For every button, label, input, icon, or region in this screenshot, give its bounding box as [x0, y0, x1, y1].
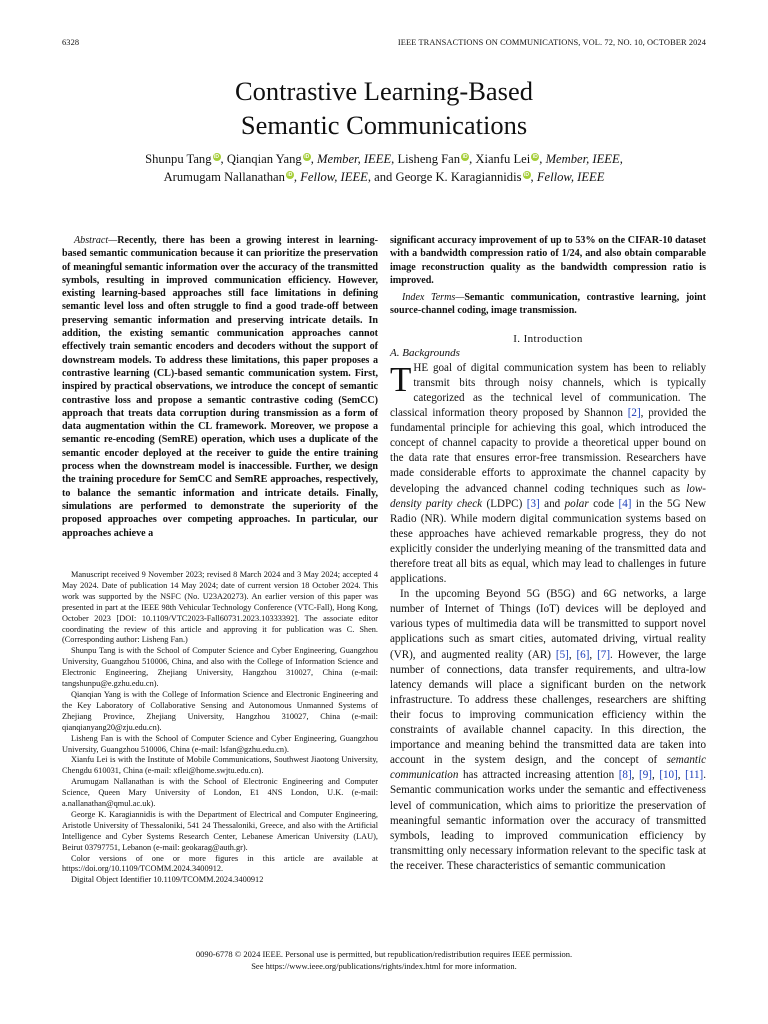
citation-link[interactable]: [10] — [659, 769, 678, 782]
right-column — [390, 234, 706, 874]
orcid-icon[interactable]: iD — [214, 154, 220, 160]
author-role: Fellow, IEEE — [536, 170, 605, 184]
index-terms-label: Index Terms— — [402, 292, 465, 304]
paragraph — [390, 587, 706, 874]
author-line-2: Arumugam Nallanathan iD , Fellow, IEEE, and George K. Karagiannidis iD , Fellow, IEEE — [163, 170, 605, 184]
subsection-heading: A. Backgrounds — [390, 346, 460, 359]
author-name: Shunpu Tang — [145, 152, 212, 166]
footnote-affiliation: George K. Karagiannidis is with the Department of Electrical and Computer Engineering, Aristotle University of Thessaloniki, 541 24 Thessaloniki, Greece, and also with the Artificial Intelligence and Cyber Systems Research Center, Lebanese American University (LAU), Beirut 03797751, Lebanon (e-mail: geokarag@auth.gr). — [62, 809, 378, 852]
author-name: George K. Karagiannidis — [395, 170, 522, 184]
footnote-color-versions: Color versions of one or more figures in this article are available at https://doi.org/10.1109/TCOMM.2024.3400912. — [62, 853, 378, 874]
text-run: , provided the fundamental principle for achieving this goal, which introduced the concept of channel capacity to provide a theoretical upper bound on the data rate that ensures error-free transmission. Researchers have made considerable efforts to approximate the channel capacity by developing the advanced channel coding techniques such as — [390, 407, 707, 495]
copyright-notice — [0, 949, 768, 972]
text-run: , — [589, 648, 598, 661]
drop-cap: T — [390, 359, 412, 399]
author-name: Arumugam Nallanathan — [163, 170, 285, 184]
abstract-continued: significant accuracy improvement of up to 53% on the CIFAR-10 dataset with a bandwidth compression ratio of 1/24, and also obtain comparable image reconstruction quality as the bandwidth compression ratio is improved. — [390, 235, 706, 286]
abstract-label: Abstract— — [74, 235, 118, 246]
body-text — [390, 361, 706, 874]
text-run: . However, the large number of connections, data transfer requirements, and ultra-low latency demands will place a significant burden on the network infrastructure. To address these challenges, researchers are shifting their focus to improving communication efficiency within the constraints of available channel capacity. In this direction, the importance and meaning behind the transmitted data are taken into account in the system design, and the concept of — [390, 648, 707, 767]
citation-link[interactable]: [6] — [576, 648, 590, 661]
title-line-1: Contrastive Learning-Based — [234, 76, 534, 106]
author-role: Member, IEEE — [545, 152, 620, 166]
text-run: semantic communication — [390, 754, 706, 782]
footnote-affiliation: Xianfu Lei is with the Institute of Mobile Communications, Southwest Jiaotong University, Chengdu 610031, China (e-mail: xflei@home.swjtu.edu.cn). — [62, 755, 378, 776]
orcid-icon[interactable]: iD — [462, 154, 468, 160]
text-run: , — [568, 648, 577, 661]
author-name: Xianfu Lei — [475, 152, 531, 166]
citation-link[interactable]: [4] — [618, 497, 632, 510]
text-run: and — [539, 497, 565, 510]
text-run: , — [631, 769, 640, 782]
author-conjunction: and — [374, 170, 393, 184]
page-number: 6328 — [62, 38, 80, 47]
text-run: . Semantic communication works under the semantic and effectiveness level of communication, which aims to prioritize the preservation of meaningful semantic information over the accuracy of transmitted symbols, leading to improved communication efficiency by transmitting only necessary information relevant to the specific task at the receiver. These characteristics of semantic communication — [390, 769, 707, 872]
abstract-text-left: Recently, there has been a growing interest in learning-based semantic communication because it can prioritize the preservation of meaningful semantic information over the accuracy of the transmitted symbols, resulting in improved communication efficiency. However, existing learning-based approaches still face limitations in defining semantic level loss and often struggle to find a good trade-off between preserving semantic information and preserving intricate details. In addition, the existing semantic communication approaches cannot effectively train semantic encoders and decoders without the support of downstream models. To address these limitations, this paper proposes a contrastive learning (CL)-based semantic communication system. First, inspired by practical observations, we introduce the concept of semantic contrastive loss and propose a semantic contrastive coding (SemCC) approach that treats data corruption during transmission as a form of data augmentation within the CL framework. Moreover, we propose a semantic re-encoding (SemRE) operation, which uses a duplicate of the semantic encoder deployed at the receiver to guide the entire training process when the downstream model is inaccessible. Further, we design the training procedure for SemCC and SemRE approaches, respectively, to balance the semantic information and intricate details. Finally, simulations are performed to demonstrate the superiority of the proposed approaches over competing approaches. In particular, our approaches achieve a — [62, 235, 378, 539]
copyright-line-1: 0090-6778 © 2024 IEEE. Personal use is permitted, but republication/redistribution requires IEEE permission. — [195, 949, 573, 959]
citation-link[interactable]: [7] — [597, 648, 611, 661]
index-terms — [390, 291, 706, 318]
orcid-icon[interactable]: iD — [532, 154, 538, 160]
citation-link[interactable]: [11] — [685, 769, 704, 782]
footnote-affiliation: Shunpu Tang is with the School of Computer Science and Cyber Engineering, Guangzhou University, Guangzhou 510006, China, and also with the College of Information Science and Electronic Engineering, Zhejiang University, Hangzhou 310027, China (e-mail: tangshunpu@e.gzhu.edu.cn). — [62, 646, 378, 689]
paper-title — [0, 74, 768, 142]
citation-link[interactable]: [9] — [639, 769, 652, 782]
text-run: code — [588, 497, 619, 510]
text-run: has attracted increasing attention — [458, 769, 619, 782]
orcid-icon[interactable]: iD — [524, 172, 530, 178]
citation-link[interactable]: [3] — [526, 497, 540, 510]
footnote-doi: Digital Object Identifier 10.1109/TCOMM.2024.3400912 — [71, 875, 264, 885]
footnotes — [62, 570, 378, 886]
journal-header: IEEE TRANSACTIONS ON COMMUNICATIONS, VOL. 72, NO. 10, OCTOBER 2024 — [397, 38, 706, 47]
author-list — [0, 150, 768, 186]
footnote-manuscript: Manuscript received 9 November 2023; revised 8 March 2024 and 3 May 2024; accepted 4 May 2024. Date of publication 14 May 2024; date of current version 18 October 2024. This work was supported by the NSFC (No. U23A20273). An earlier version of this paper was presented in part at the IEEE 98th Vehicular Technology Conference (VTC-Fall), Hong Kong, October 2023 [DOI: 10.1109/VTC2023-Fall60731.2023.10333392]. The associate editor coordinating the review of this article and approving it for publication was C. Shen. (Corresponding author: Lisheng Fan.) — [62, 570, 378, 645]
author-name: Qianqian Yang — [226, 152, 302, 166]
text-run: low-density parity check — [390, 482, 706, 510]
citation-link[interactable]: [2] — [627, 407, 641, 420]
text-run: In the upcoming Beyond 5G (B5G) and 6G networks, a large number of Internet of Things (IoT) devices will be deployed and various types of multimedia data will be transmitted to support novel applications such as smart cities, automated driving, virtual reality (VR), and augmented reality (AR) — [390, 588, 706, 661]
section-heading: I. Introduction — [513, 332, 583, 345]
citation-link[interactable]: [8] — [618, 769, 632, 782]
index-terms-text: Semantic communication, contrastive learning, joint source-channel coding, image transmission. — [390, 292, 707, 317]
text-run: (LDPC) — [482, 497, 527, 510]
orcid-icon[interactable]: iD — [304, 154, 310, 160]
author-name: Lisheng Fan — [397, 152, 461, 166]
orcid-icon[interactable]: iD — [287, 172, 293, 178]
footnote-affiliation: Lisheng Fan is with the School of Computer Science and Cyber Engineering, Guangzhou University, Guangzhou 510006, China (e-mail: lsfan@gzhu.edu.cn). — [62, 733, 378, 754]
paragraph — [390, 361, 706, 587]
abstract — [62, 234, 378, 540]
text-run: , — [677, 769, 686, 782]
copyright-line-2: See https://www.ieee.org/publications/rights/index.html for more information. — [251, 960, 517, 971]
title-line-2: Semantic Communications — [240, 110, 528, 140]
citation-link[interactable]: [5] — [555, 648, 569, 661]
text-run: , — [651, 769, 660, 782]
text-run: HE goal of digital communication system has been to reliably transmit bits through noisy channels, which is typically categorized as the technical level of communication. The classical information theory proposed by Shannon — [390, 361, 706, 420]
text-run: in the 5G New Radio (NR). While modern digital communication systems based on these approaches have achieved remarkable progress, they do not explicitly consider the underlying meaning of the transmitted data and therefore treat all bits as equal, which may lead to challenges in future applications. — [390, 497, 706, 586]
text-run: polar — [564, 497, 589, 510]
footnote-affiliation: Arumugam Nallanathan is with the School of Electronic Engineering and Computer Science, Queen Mary University of London, E1 4NS London, U.K. (e-mail: a.nallanathan@qmul.ac.uk). — [62, 777, 378, 809]
author-role: Member, IEEE — [317, 152, 392, 166]
footnote-affiliation: Qianqian Yang is with the College of Information Science and Electronic Engineering and the Key Laboratory of Collaborative Sensing and Autonomous Unmanned Systems of Zhejiang Province, Zhejiang University, Hangzhou 310027, China (e-mail: qianqianyang20@zju.edu.cn). — [62, 689, 378, 732]
author-role: Fellow, IEEE — [300, 170, 368, 184]
author-line-1: Shunpu Tang iD , Qianqian Yang iD , Member, IEEE, Lisheng Fan iD , Xianfu Lei iD , Member, IEEE, — [145, 152, 623, 166]
